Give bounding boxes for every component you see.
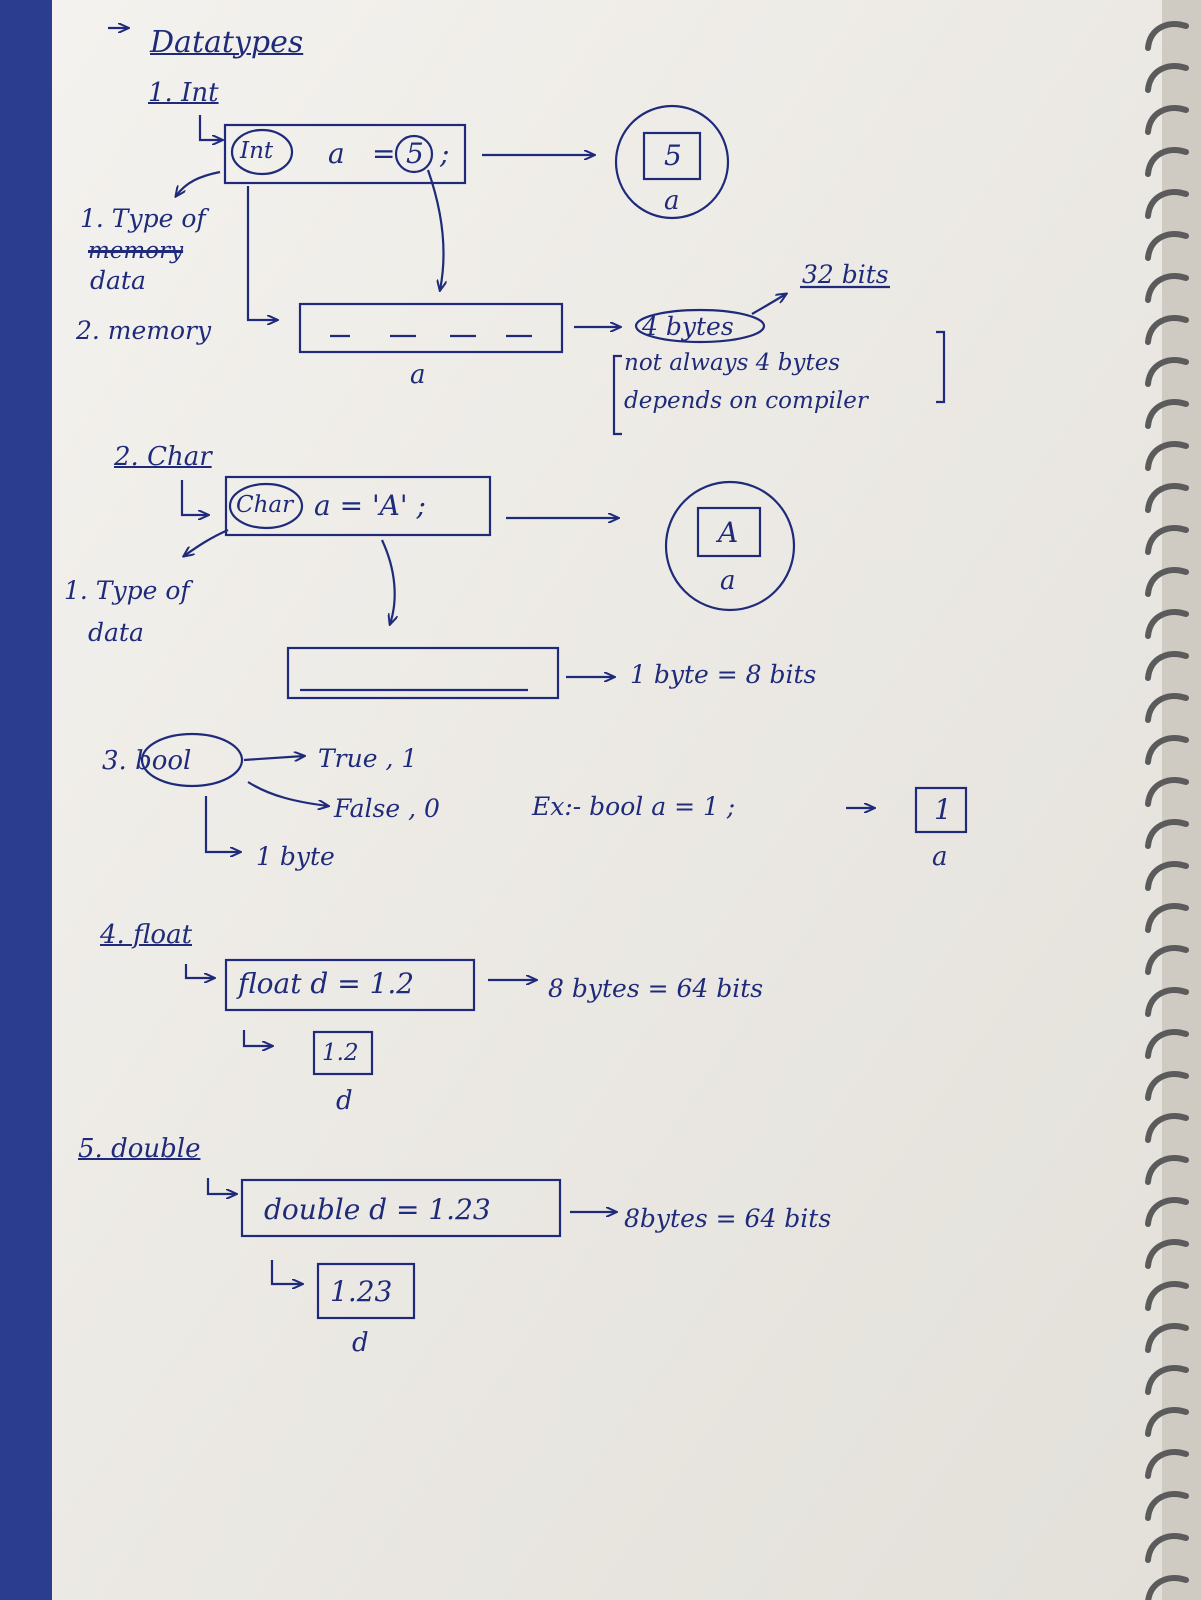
int-memory-var: a	[410, 360, 426, 390]
char-box-var: a	[720, 566, 736, 596]
bool-example: Ex:- bool a = 1 ;	[532, 792, 736, 821]
int-code-var: a	[328, 137, 345, 170]
float-heading: 4. float	[100, 920, 193, 950]
int-bracket-line2: depends on compiler	[624, 388, 868, 414]
double-code: double d = 1.23	[264, 1193, 491, 1226]
char-box-value: A	[718, 516, 739, 549]
int-note-1b: data	[90, 266, 146, 295]
int-box-value: 5	[664, 139, 682, 172]
bool-true-label: True , 1	[318, 744, 418, 773]
char-note-1: 1. Type of	[64, 576, 190, 605]
int-code-semicolon: ;	[440, 137, 450, 170]
int-box-var: a	[664, 186, 680, 216]
bool-box-var: a	[932, 842, 948, 872]
bool-box-value: 1	[934, 793, 952, 826]
int-bracket-line1: not always 4 bytes	[624, 350, 841, 376]
bool-size-label: 1 byte	[256, 842, 335, 871]
double-heading: 5. double	[78, 1134, 201, 1164]
float-box-var: d	[336, 1086, 353, 1116]
int-note-1-struck: memory	[88, 238, 184, 264]
int-note-1: 1. Type of	[80, 204, 206, 233]
bool-heading: 3. bool	[102, 746, 192, 776]
title: Datatypes	[150, 25, 304, 60]
char-code-rest: a = 'A' ;	[314, 489, 426, 522]
float-code: float d = 1.2	[238, 967, 415, 1000]
double-box-var: d	[352, 1328, 369, 1358]
char-note-1b: data	[88, 618, 144, 647]
int-bits-label: 32 bits	[802, 260, 889, 289]
char-size-label: 1 byte = 8 bits	[630, 660, 817, 689]
float-size-label: 8 bytes = 64 bits	[548, 974, 764, 1003]
int-code-eq: =	[372, 137, 396, 170]
int-code-type: Int	[240, 138, 274, 164]
int-bytes-label: 4 bytes	[642, 312, 734, 341]
bool-false-label: False , 0	[334, 794, 440, 823]
double-box-value: 1.23	[330, 1275, 393, 1308]
int-code-value: 5	[406, 137, 424, 170]
char-code-type: Char	[236, 492, 294, 518]
int-heading: 1. Int	[148, 78, 219, 108]
float-box-value: 1.2	[322, 1040, 359, 1066]
double-size-label: 8bytes = 64 bits	[624, 1204, 832, 1233]
int-note-2: 2. memory	[76, 316, 212, 345]
char-heading: 2. Char	[114, 442, 212, 472]
